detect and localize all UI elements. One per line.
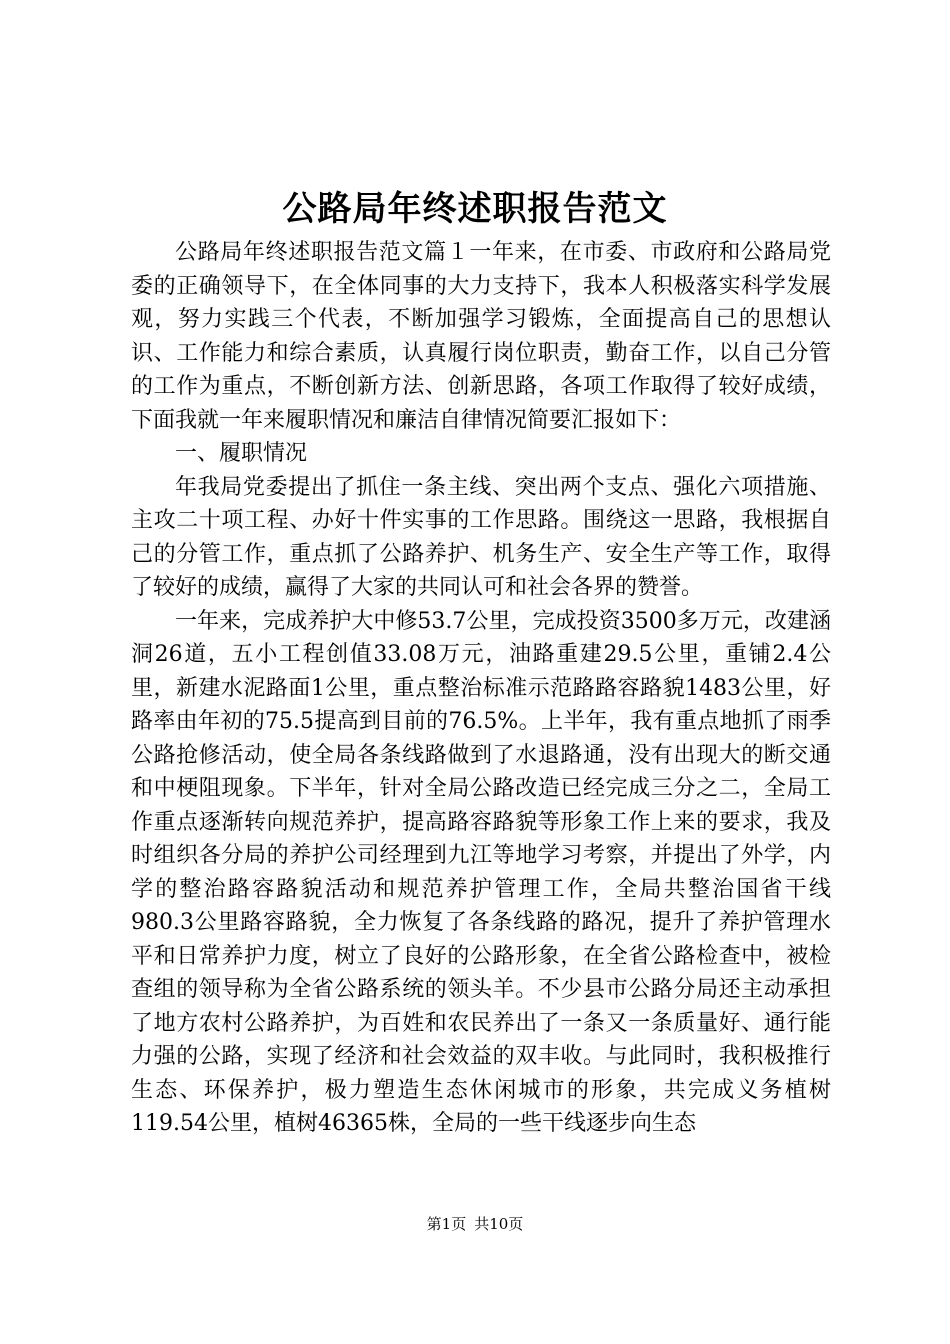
page-total: 共10页 — [474, 1215, 524, 1233]
document-body — [131, 236, 831, 1141]
paragraph-intro: 公路局年终述职报告范文篇１一年来，在市委、市政府和公路局党委的正确领导下，在全体同事的大力支持下，我本人积极落实科学发展观，努力实践三个代表，不断加强学习锻炼，全面提高自己的思想认识、工作能力和综合素质，认真履行岗位职责，勤奋工作，以自己分管的工作为重点，不断创新方法、创新思路，各项工作取得了较好成绩，下面我就一年来履职情况和廉洁自律情况简要汇报如下： — [131, 240, 831, 433]
paragraph-work-plan: 年我局党委提出了抓住一条主线、突出两个支点、强化六项措施、主攻二十项工程、办好十件实事的工作思路。围绕这一思路，我根据自己的分管工作，重点抓了公路养护、机务生产、安全生产等工作，取得了较好的成绩，赢得了大家的共同认可和社会各界的赞誉。 — [131, 474, 831, 600]
section-heading: 一、履职情况 — [175, 441, 308, 466]
document-title: 公路局年终述职报告范文 — [282, 189, 668, 229]
page-number: 第1页 — [426, 1215, 467, 1233]
paragraph-achievements: 一年来，完成养护大中修53.7公里，完成投资3500多万元，改建涵洞26道，五小工程创值33.08万元，油路重建29.5公里，重铺2.4公里，新建水泥路面1公里，重点整治标准示范路路容路貌1483公里，好路率由年初的75.5提高到目前的76.5%。上半年，我有重点地抓了雨季公路抢修活动，使全局各条线路做到了水退路通，没有出现大的断交通和中梗阻现象。下半年，针对全局公路改造已经完成三分之二，全局工作重点逐渐转向规范养护，提高路容路貌等形象工作上来的要求，我及时组织各分局的养护公司经理到九江等地学习考察，并提出了外学，内学的整治路容路貌活动和规范养护管理工作，全局共整治国省干线980.3公里路容路貌，全力恢复了各条线路的路况，提升了养护管理水平和日常养护力度，树立了良好的公路形象，在全省公路检查中，被检查组的领导称为全省公路系统的领头羊。不少县市公路分局还主动承担了地方农村公路养护，为百姓和农民养出了一条又一条质量好、通行能力强的公路，实现了经济和社会效益的双丰收。与此同时，我积极推行生态、环保养护，极力塑造生态休闲城市的形象，共完成义务植树119.54公里，植树46365株，全局的一些干线逐步向生态 — [131, 608, 831, 1136]
page-footer — [0, 1212, 950, 1236]
